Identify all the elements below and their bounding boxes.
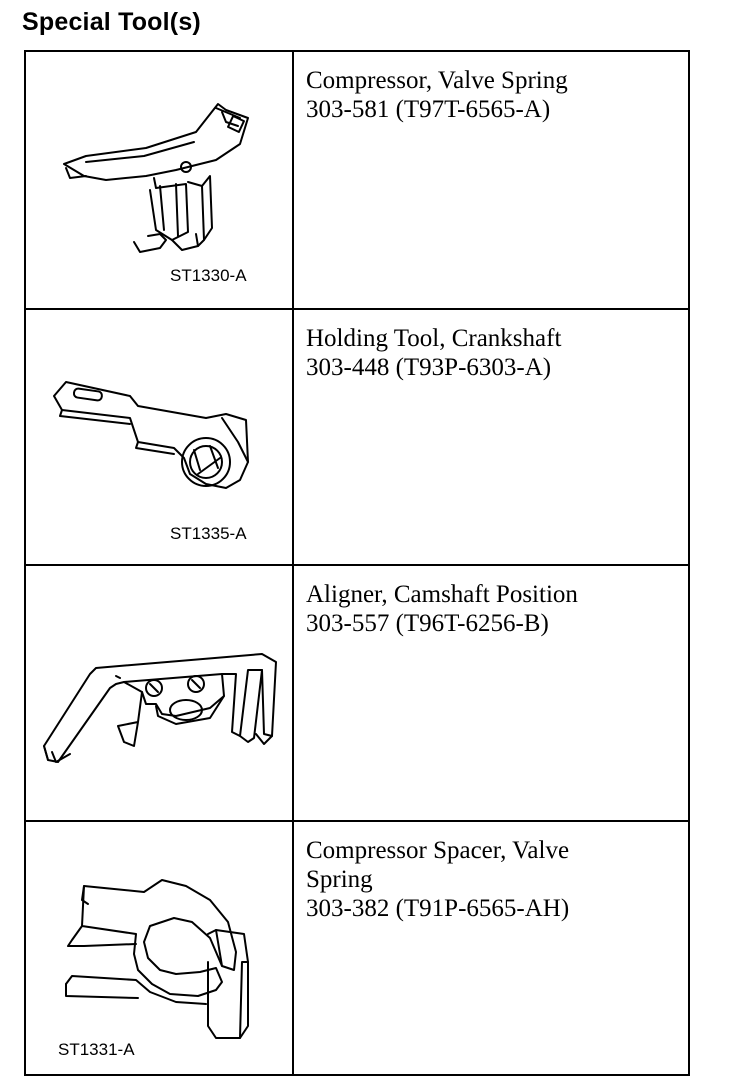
tool-number: 303-448 (T93P-6303-A) — [306, 354, 552, 381]
tool-number: 303-557 (T96T-6256-B) — [306, 610, 549, 637]
valve-spring-compressor-spacer-icon — [26, 822, 294, 1076]
tool-illustration-cell — [26, 310, 294, 564]
table-row — [26, 52, 688, 310]
tool-illustration-cell — [26, 566, 294, 820]
tool-name: Holding Tool, Crankshaft — [306, 325, 562, 352]
tool-name: Aligner, Camshaft Position — [306, 581, 578, 608]
tool-description — [294, 566, 688, 820]
tool-description — [294, 310, 688, 564]
section-title: Special Tool(s) — [22, 8, 201, 36]
tool-illustration-cell — [26, 52, 294, 308]
tool-number: 303-382 (T91P-6565-AH) — [306, 895, 570, 922]
tool-name: Compressor Spacer, Valve Spring — [306, 837, 570, 893]
valve-spring-compressor-icon — [26, 52, 294, 310]
tool-number: 303-581 (T97T-6565-A) — [306, 96, 551, 123]
illustration-code: ST1331-A — [58, 1040, 135, 1059]
special-tools-table — [24, 50, 690, 1076]
table-row — [26, 822, 688, 1076]
crankshaft-holding-tool-icon — [26, 310, 294, 566]
tool-description — [294, 52, 688, 308]
table-row — [26, 310, 688, 566]
table-row — [26, 566, 688, 822]
tool-name: Compressor, Valve Spring — [306, 67, 568, 94]
camshaft-position-aligner-icon — [26, 566, 294, 822]
illustration-code: ST1335-A — [170, 524, 247, 543]
tool-description — [294, 822, 624, 1076]
tool-illustration-cell — [26, 822, 294, 1076]
illustration-code: ST1330-A — [170, 266, 247, 285]
